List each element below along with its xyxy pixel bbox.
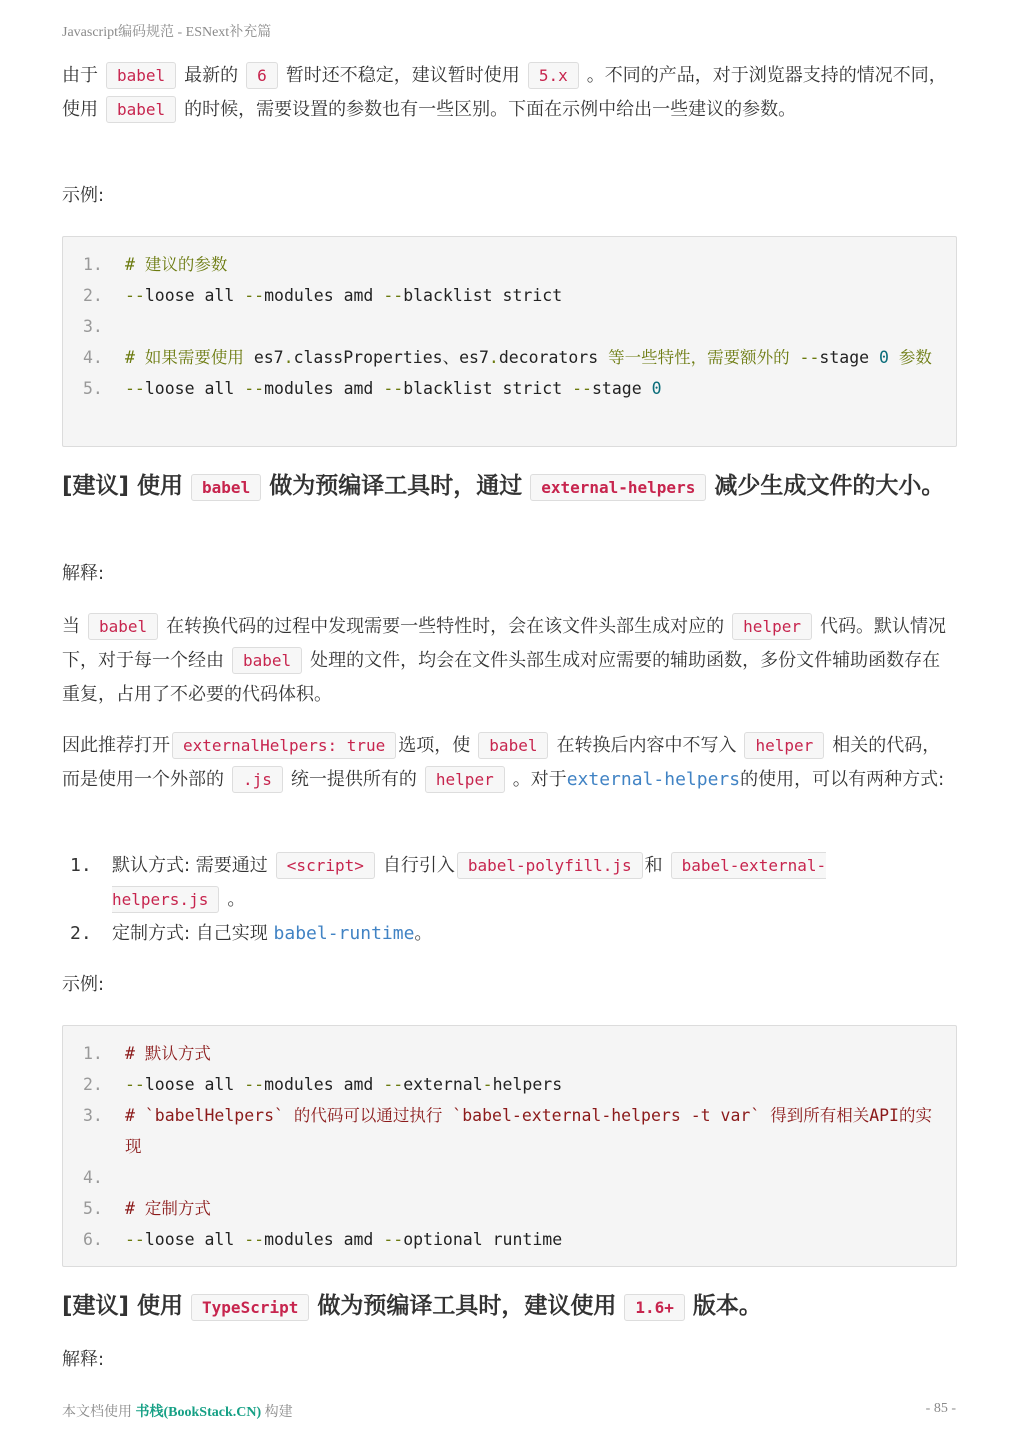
code-line: 6. --loose all --modules amd --optional runtime — [83, 1230, 563, 1249]
inline-code: babel — [106, 62, 176, 89]
code-line: 5. # 定制方式 — [83, 1199, 211, 1218]
inline-code: helper — [732, 613, 812, 640]
code-block-babel-params — [62, 236, 957, 447]
code-block-helpers-config — [62, 1025, 957, 1267]
inline-code: .js — [232, 766, 283, 793]
code-line: 2. --loose all --modules amd --external-helpers — [83, 1075, 563, 1094]
code-line: 5. --loose all --modules amd --blacklist strict --stage 0 — [83, 379, 662, 398]
recommendation-paragraph: 因此推荐打开 externalHelpers: true 选项，使 babel 在转换后内容中不写入 helper 相关的代码，而是使用一个外部的 .js 统一提供所有的 helper 。对于external-helpers的使用，可以有两种方式: — [62, 729, 957, 797]
inline-code: helper — [425, 766, 505, 793]
inline-code: babel — [478, 732, 548, 759]
rule-heading-external-helpers: [建议] 使用 babel 做为预编译工具时，通过 external-helpers 减少生成文件的大小。 — [62, 473, 945, 499]
inline-code: 1.6+ — [624, 1294, 685, 1321]
running-footer: 本文档使用 书栈(BookStack.CN) 构建 — [62, 1405, 293, 1420]
bookstack-link[interactable]: 书栈(BookStack.CN) — [135, 1405, 262, 1420]
list-item: 2. 定制方式: 自己实现 babel-runtime。 — [70, 923, 433, 944]
inline-code: TypeScript — [191, 1294, 309, 1321]
rule-heading-typescript: [建议] 使用 TypeScript 做为预编译工具时，建议使用 1.6+ 版本。 — [62, 1293, 762, 1319]
code-line: 4. — [83, 1168, 103, 1187]
inline-code: external-helpers — [530, 474, 706, 501]
inline-code: helper — [744, 732, 824, 759]
inline-code: babel — [191, 474, 261, 501]
code-line: 2. --loose all --modules amd --blacklist strict — [83, 286, 563, 305]
code-line: 3. # `babelHelpers` 的代码可以通过执行 `babel-external-helpers -t var` 得到所有相关API的实现 — [83, 1106, 932, 1156]
explanation-paragraph: 当 babel 在转换代码的过程中发现需要一些特性时，会在该文件头部生成对应的 helper 代码。默认情况下，对于每一个经由 babel 处理的文件，均会在文件头部生成对应需要的辅助函数，多份文件辅助函数存在重复，占用了不必要的代码体积。 — [62, 610, 957, 712]
code-line: 1. # 建议的参数 — [83, 255, 228, 274]
babel-runtime-link[interactable]: babel-runtime — [273, 923, 415, 944]
list-item: 1. 默认方式: 需要通过 <script> 自行引入 babel-polyfill.js 和 babel-external-helpers.js 。 — [62, 849, 957, 917]
example-label: 示例: — [62, 974, 105, 995]
inline-code: 6 — [246, 62, 278, 89]
running-header: Javascript编码规范 - ESNext补充篇 — [62, 25, 272, 40]
inline-code: babel-external-helpers.js — [112, 852, 826, 913]
explanation-label: 解释: — [62, 563, 105, 584]
inline-code: babel-polyfill.js — [457, 852, 643, 879]
intro-paragraph: 由于 babel 最新的 6 暂时还不稳定，建议暂时使用 5.x 。不同的产品，对于浏览器支持的情况不同，使用 babel 的时候，需要设置的参数也有一些区别。下面在示例中给出一些建议的参数。 — [62, 59, 957, 127]
inline-code: externalHelpers: true — [172, 732, 396, 759]
helper-options-list — [62, 849, 957, 951]
explanation-label: 解释: — [62, 1349, 105, 1370]
code-line: 4. # 如果需要使用 es7.classProperties、es7.decorators 等一些特性，需要额外的 --stage 0 参数 — [83, 348, 932, 367]
external-helpers-link[interactable]: external-helpers — [566, 769, 741, 790]
inline-code: <script> — [276, 852, 375, 879]
code-line: 3. — [83, 317, 103, 336]
inline-code: babel — [232, 647, 302, 674]
inline-code: 5.x — [528, 62, 579, 89]
page-number: - 85 - — [925, 1401, 956, 1416]
example-label: 示例: — [62, 185, 105, 206]
inline-code: babel — [88, 613, 158, 640]
code-line: 1. # 默认方式 — [83, 1044, 211, 1063]
inline-code: babel — [106, 96, 176, 123]
